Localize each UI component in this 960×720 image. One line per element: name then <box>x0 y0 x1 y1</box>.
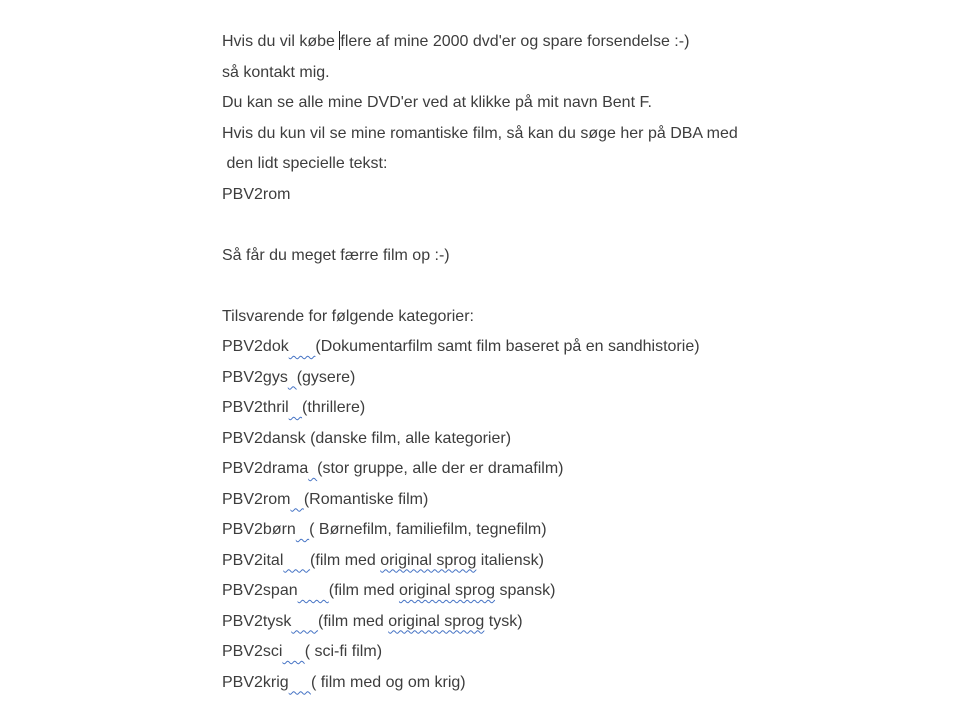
text-segment: (Romantiske film) <box>303 490 429 508</box>
text-line <box>222 485 842 516</box>
text-segment: spansk) <box>495 582 556 599</box>
text-line <box>222 271 842 302</box>
spellcheck-squiggle-text <box>290 491 303 508</box>
text-segment: PBV2krig <box>222 673 289 691</box>
text-line <box>222 363 842 394</box>
text-line <box>222 607 842 638</box>
text-segment: Du kan se alle mine DVD'er ved at klikke på mit navn Bent F. <box>222 94 652 111</box>
text-segment: PBV2span <box>222 582 298 599</box>
text-segment: PBV2rom <box>222 490 291 508</box>
spellcheck-squiggle-text <box>288 369 297 386</box>
text-segment: så kontakt mig. <box>222 63 330 81</box>
text-line <box>222 210 842 241</box>
text-segment: Hvis du vil købe <box>222 33 340 50</box>
text-line <box>222 58 842 89</box>
spellcheck-squiggle-text <box>289 338 316 355</box>
text-segment: PBV2tysk <box>222 612 292 630</box>
text-segment: PBV2dok <box>222 338 289 355</box>
spellcheck-squiggle-text: original sprog <box>380 551 477 569</box>
spellcheck-squiggle-text: original sprog <box>398 582 496 599</box>
spellcheck-squiggle-text <box>283 552 310 569</box>
text-line <box>222 515 842 546</box>
text-segment: den lidt specielle tekst: <box>222 155 388 172</box>
text-segment: flere af mine 2000 dvd'er og spare forsendelse :-) <box>340 33 690 50</box>
spellcheck-squiggle-text <box>296 521 309 538</box>
spellcheck-squiggle-text <box>289 674 311 691</box>
text-segment: italiensk) <box>476 551 544 569</box>
text-line <box>222 88 842 119</box>
text-segment: (danske film, alle kategorier) <box>310 429 512 447</box>
text-segment: ( Børnefilm, familiefilm, tegnefilm) <box>309 521 547 538</box>
text-segment: (film med <box>318 612 389 630</box>
document-content[interactable] <box>222 27 842 698</box>
text-segment: ( film med og om krig) <box>310 673 466 691</box>
text-segment: (film med <box>310 551 381 569</box>
spellcheck-squiggle-text: original sprog <box>388 612 485 630</box>
text-line <box>222 27 842 58</box>
text-segment: Så får du meget færre film op :-) <box>222 246 450 264</box>
text-segment: Hvis du kun vil se mine romantiske film, så kan du søge her på DBA med <box>222 124 738 142</box>
text-line <box>222 393 842 424</box>
text-segment: PBV2ital <box>222 551 284 569</box>
text-line <box>222 241 842 272</box>
spellcheck-squiggle-text <box>298 582 329 599</box>
text-segment: PBV2rom <box>222 185 291 203</box>
text-line <box>222 576 842 607</box>
text-line <box>222 149 842 180</box>
text-segment: (stor gruppe, alle der er dramafilm) <box>317 460 564 477</box>
text-segment: PBV2sci <box>222 643 283 660</box>
spellcheck-squiggle-text <box>291 613 318 630</box>
text-segment: (Dokumentarfilm samt film baseret på en sandhistorie) <box>315 338 700 355</box>
text-line <box>222 302 842 333</box>
text-line <box>222 424 842 455</box>
text-line <box>222 332 842 363</box>
text-segment: PBV2thril <box>222 399 289 416</box>
text-segment: PBV2gys <box>222 368 288 386</box>
text-segment: ( sci-fi film) <box>304 643 383 660</box>
text-line <box>222 546 842 577</box>
spellcheck-squiggle-text <box>308 460 317 477</box>
text-line <box>222 637 842 668</box>
text-line <box>222 668 842 699</box>
text-segment: (gysere) <box>296 368 356 386</box>
text-segment: PBV2dansk <box>222 429 306 447</box>
text-segment: (film med <box>328 582 399 599</box>
spellcheck-squiggle-text <box>282 643 304 660</box>
text-segment: PBV2børn <box>222 521 296 538</box>
text-segment: PBV2drama <box>222 460 309 477</box>
text-segment: tysk) <box>484 612 523 630</box>
spellcheck-squiggle-text <box>289 399 302 416</box>
text-line <box>222 180 842 211</box>
text-line <box>222 119 842 150</box>
text-line <box>222 454 842 485</box>
text-segment: (thrillere) <box>302 399 366 416</box>
text-segment: Tilsvarende for følgende kategorier: <box>222 307 474 325</box>
